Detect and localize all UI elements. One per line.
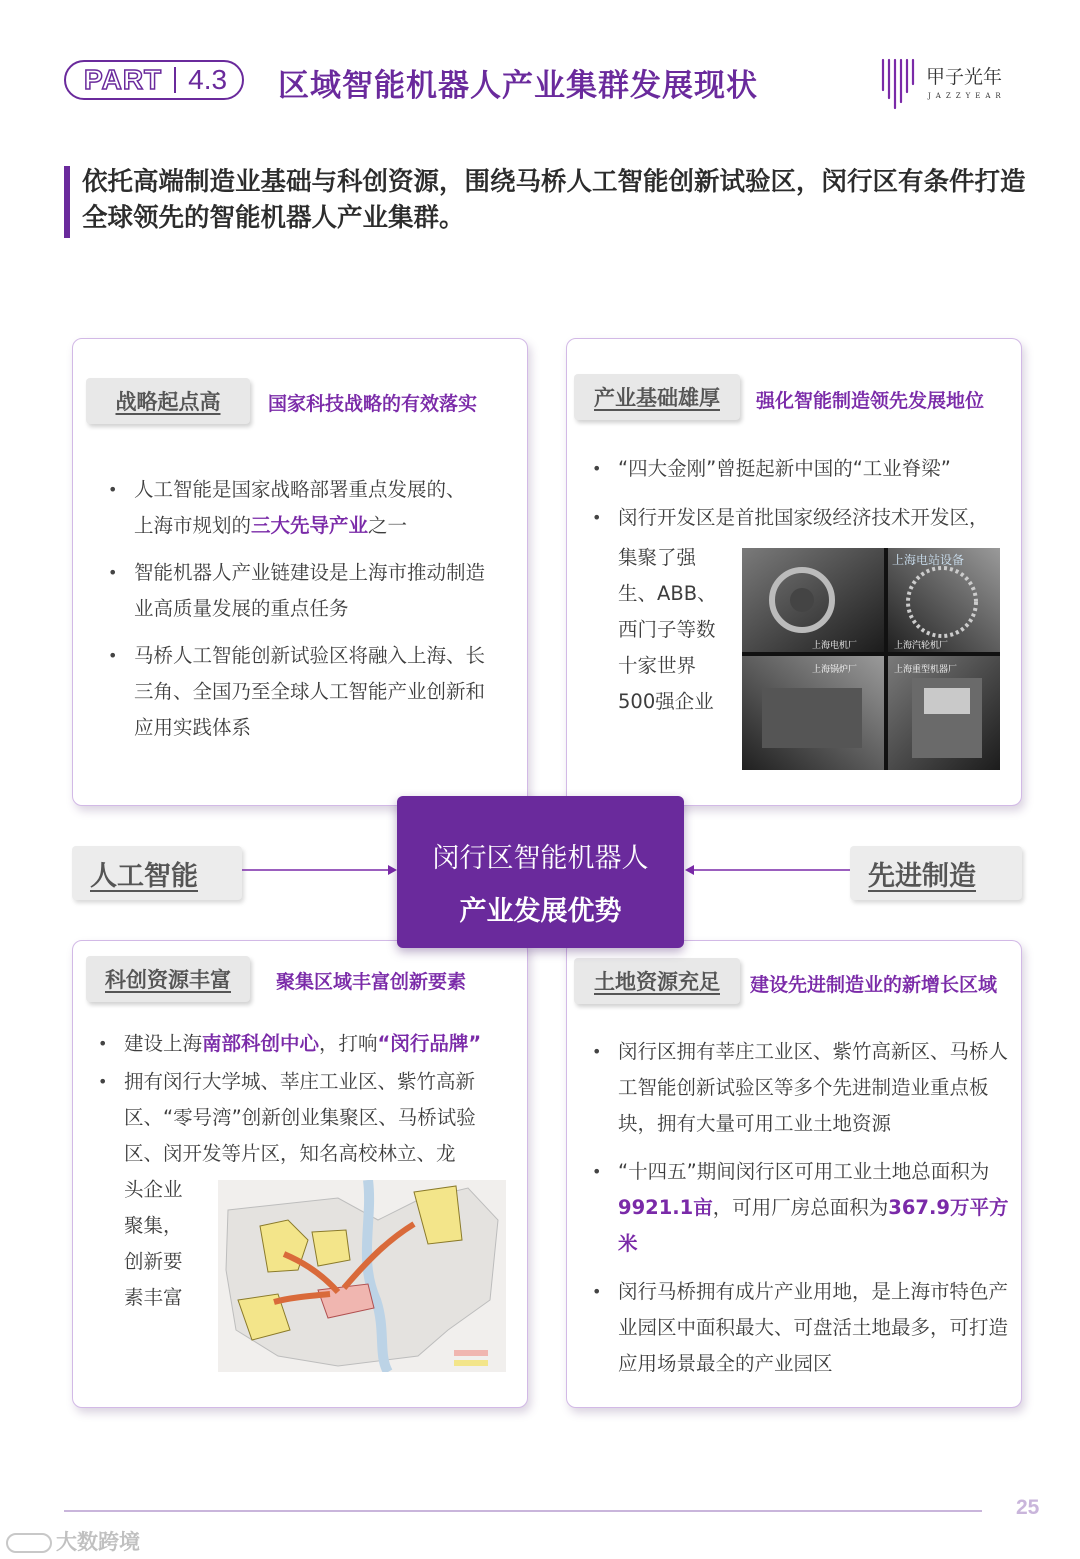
part-word: PART <box>84 64 163 95</box>
subtitle-strategic-start: 国家科技战略的有效落实 <box>268 393 478 415</box>
factory-photo-graphic <box>742 548 1000 770</box>
bullet-bl-2: • 拥有闵行大学城、莘庄工业区、紫竹高新区、“零号湾”创新创业集聚区、马桥试验区、闵开发等片区，知名高校林立、龙 <box>124 1064 490 1172</box>
bullet-br-2-mid: ，可用厂房总面积为 <box>712 1196 889 1219</box>
factory-photo-collage <box>742 548 1000 770</box>
tag-land-resources: 土地资源充足 <box>574 958 740 1004</box>
bullet-br-2-highlight-floor: 367.9万平方米 <box>618 1196 1009 1255</box>
bullet-tr-2-rest: 集聚了强生、ABB、西门子等数十家世界500强企业 <box>618 546 717 713</box>
photo-label-4: 上海重型机器厂 <box>894 665 958 675</box>
district-map <box>218 1180 506 1372</box>
bullet-br-1: • 闵行区拥有莘庄工业区、紫竹高新区、马桥人工智能创新试验区等多个先进制造业重点板块，拥有大量可用工业土地资源 <box>618 1034 1010 1142</box>
bullet-tl-2: • 智能机器人产业链建设是上海市推动制造业高质量发展的重点任务 <box>134 555 486 627</box>
page-number: 25 <box>1016 1496 1040 1519</box>
subtitle-innovation-resources: 聚集区域丰富创新要素 <box>276 971 467 993</box>
bullet-br-2-text: “十四五”期间闵行区可用工业土地总面积为 <box>618 1160 990 1183</box>
center-advantage-box <box>397 796 684 948</box>
bullet-bl-1-mid: ，打响 <box>319 1032 378 1055</box>
footer-brand-text: 大数跨境 <box>56 1530 140 1554</box>
part-number: 4.3 <box>188 64 228 95</box>
bullet-bl-1 <box>124 1026 514 1062</box>
photo-label-1: 上海电机厂 <box>812 641 858 651</box>
footer-divider <box>64 1510 982 1512</box>
bullet-tl-1 <box>134 472 484 544</box>
part-badge <box>64 60 244 100</box>
bullet-br-2 <box>618 1154 1010 1262</box>
bullet-br-3: • 闵行马桥拥有成片产业用地，是上海市特色产业园区中面积最大、可盘活土地最多，可打造应用场景最全的产业园区 <box>618 1274 1010 1382</box>
tag-strategic-start: 战略起点高 <box>86 378 250 424</box>
bullet-tr-2-line1: • 闵行开发区是首批国家级经济技术开发区， <box>618 500 1018 536</box>
logo-bars-icon <box>880 56 916 112</box>
center-line-2: 产业发展优势 <box>459 896 622 927</box>
brand-logo <box>880 56 1020 112</box>
part-divider <box>174 67 176 93</box>
footer-brand-icon <box>6 1533 52 1553</box>
center-line-1: 闵行区智能机器人 <box>432 843 649 874</box>
arrow-left-icon <box>684 862 850 878</box>
district-map-graphic <box>218 1180 506 1372</box>
footer-brand <box>6 1526 140 1556</box>
bullet-tl-1-tail: 之一 <box>368 514 408 537</box>
logo-name: 甲子光年 <box>926 66 1003 88</box>
bullet-bl-1-highlight-1: 南部科创中心 <box>202 1032 320 1055</box>
tag-industrial-base: 产业基础雄厚 <box>574 374 740 420</box>
bullet-bl-2-tail: 头企业聚集，创新要素丰富 <box>124 1178 183 1309</box>
bullet-br-2-highlight-area: 9921.1亩 <box>618 1196 713 1219</box>
lead-accent-bar <box>64 166 70 238</box>
subtitle-land-resources: 建设先进制造业的新增长区域 <box>750 974 998 996</box>
bullet-bl-1-highlight-2: “闵行品牌” <box>377 1032 482 1055</box>
side-label-ai: 人工智能 <box>72 846 242 900</box>
subtitle-industrial-base: 强化智能制造领先发展地位 <box>756 390 985 412</box>
bullet-bl-1-text: 建设上海 <box>124 1032 203 1055</box>
lead-statement: 依托高端制造业基础与科创资源，围绕马桥人工智能创新试验区，闵行区有条件打造全球领先的智能机器人产业集群。 <box>82 167 1026 233</box>
photo-sign: 上海电站设备 <box>892 553 965 567</box>
arrow-right-icon <box>242 862 398 878</box>
bullet-tr-1: • “四大金刚”曾挺起新中国的“工业脊梁” <box>618 451 1008 487</box>
bullet-tl-3: • 马桥人工智能创新试验区将融入上海、长三角、全国乃至全球人工智能产业创新和应用实践体系 <box>134 638 486 746</box>
page-title: 区域智能机器人产业集群发展现状 <box>278 68 758 104</box>
photo-label-3: 上海锅炉厂 <box>812 665 858 675</box>
photo-label-2: 上海汽轮机厂 <box>894 641 949 651</box>
logo-english: JAZZYEAR <box>928 92 1006 100</box>
tag-innovation-resources: 科创资源丰富 <box>86 956 250 1002</box>
side-label-advanced-manufacturing: 先进制造 <box>850 846 1022 900</box>
bullet-tl-1-highlight: 三大先导产业 <box>251 514 369 537</box>
bullet-tl-1-text: 人工智能是国家战略部署重点发展的、上海市规划的 <box>134 478 466 537</box>
